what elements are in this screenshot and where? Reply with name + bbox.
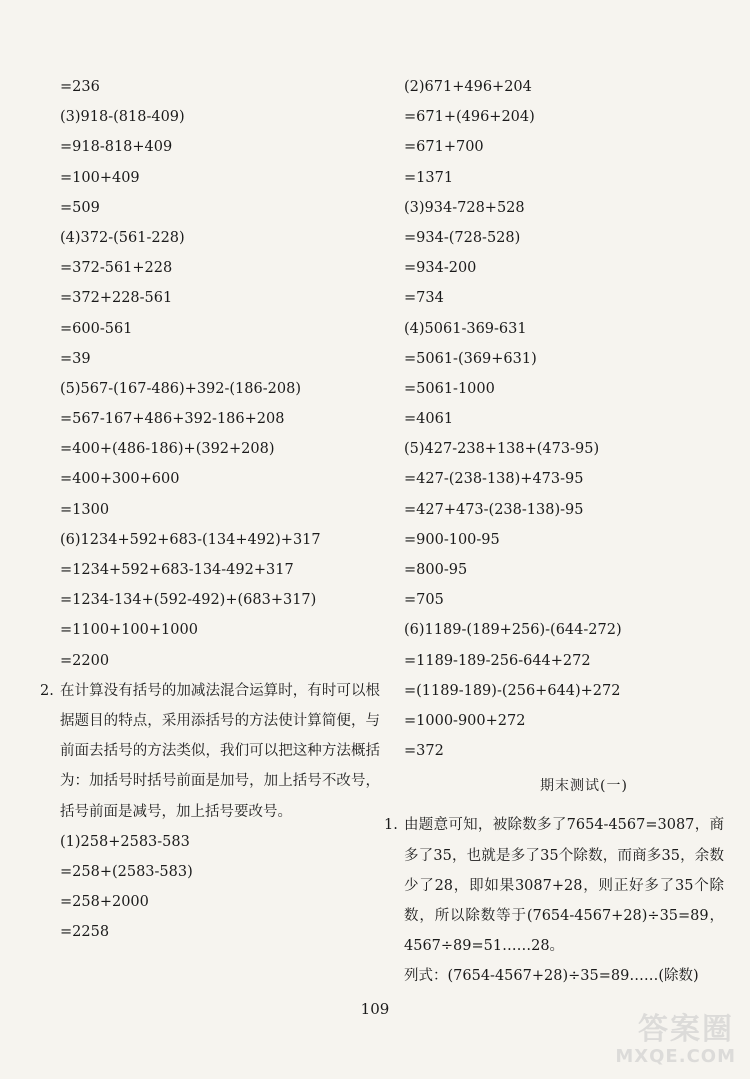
- math-line: =2258: [60, 924, 110, 941]
- math-line: =236: [60, 79, 100, 95]
- math-line: =1300: [60, 501, 110, 518]
- watermark-logo: [594, 1004, 744, 1074]
- math-line: =400+300+600: [60, 471, 180, 488]
- section-heading: 期末测试(一): [540, 778, 628, 795]
- math-line: (3)918-(818-409): [60, 109, 185, 126]
- math-line: =918-818+409: [60, 139, 173, 156]
- math-line: =372-561+228: [60, 260, 173, 277]
- math-line: (6)1189-(189+256)-(644-272): [404, 622, 622, 639]
- paragraph-number: 1.: [384, 817, 398, 834]
- left-column: [40, 72, 380, 948]
- math-line: =934-200: [404, 260, 477, 277]
- math-line: =4061: [404, 411, 454, 428]
- math-line: (3)934-728+528: [404, 199, 525, 216]
- left-lines-group-2: [60, 827, 380, 948]
- math-line: =(1189-189)-(256+644)+272: [404, 682, 621, 699]
- right-column: [384, 72, 724, 992]
- math-line: =39: [60, 350, 91, 367]
- math-line: =1100+100+1000: [60, 622, 198, 639]
- math-line: (4)372-(561-228): [60, 229, 185, 246]
- watermark-text: 答案圈: [638, 1012, 734, 1047]
- math-line: =1189-189-256-644+272: [404, 652, 591, 669]
- math-line: =100+409: [60, 169, 140, 186]
- math-line: =400+(486-186)+(392+208): [60, 441, 275, 458]
- math-line: =934-(728-528): [404, 229, 521, 246]
- math-line: =1371: [404, 169, 454, 186]
- math-line: =509: [60, 199, 100, 216]
- math-line: =5061-(369+631): [404, 350, 537, 367]
- formula-line: 列式：(7654-4567+28)÷35=89……(除数): [404, 968, 699, 985]
- math-line: (1)258+2583-583: [60, 833, 190, 850]
- math-line: =671+(496+204): [404, 109, 535, 126]
- math-line: =372+228-561: [60, 290, 173, 307]
- math-line: =734: [404, 290, 444, 307]
- paragraph-text: 由题意可知，被除数多了7654-4567=3087，商多了35，也就是多了35个除数，而商多35，余数少了28，即如果3087+28，则正好多了35个除数，所以除数等于(7654-4567+28)÷35=89，4567÷89=51……28。: [404, 817, 724, 955]
- math-line: (5)427-238+138+(473-95): [404, 441, 600, 458]
- math-line: =1000-900+272: [404, 712, 526, 729]
- math-line: =2200: [60, 652, 110, 669]
- math-line: =5061-1000: [404, 380, 495, 397]
- math-line: =705: [404, 592, 444, 609]
- math-line: =1234-134+(592-492)+(683+317): [60, 592, 317, 609]
- right-lines-group: [404, 72, 724, 766]
- math-line: (6)1234+592+683-(134+492)+317: [60, 531, 321, 548]
- math-line: =427-(238-138)+473-95: [404, 471, 584, 488]
- math-line: (5)567-(167-486)+392-(186-208): [60, 380, 301, 397]
- math-line: =1234+592+683-134-492+317: [60, 562, 294, 578]
- math-line: =600-561: [60, 320, 133, 337]
- paragraph-number: 2.: [40, 682, 54, 699]
- math-line: =258+2000: [60, 894, 149, 911]
- math-line: =800-95: [404, 562, 468, 578]
- math-line: (4)5061-369-631: [404, 320, 527, 337]
- math-line: =671+700: [404, 139, 484, 156]
- math-line: =567-167+486+392-186+208: [60, 411, 285, 428]
- page-number: 109: [360, 1000, 390, 1018]
- paragraph-text: 在计算没有括号的加减法混合运算时，有时可以根据题目的特点，采用添括号的方法使计算简便，与前面去括号的方法类似，我们可以把这种方法概括为：加括号时括号前面是加号，加上括号不改号，括号前面是减号，加上括号要改号。: [60, 682, 380, 820]
- watermark-url: MXQE.COM: [615, 1046, 736, 1067]
- math-line: =258+(2583-583): [60, 863, 193, 880]
- math-line: =372: [404, 743, 444, 760]
- answer-paragraph-1: [384, 810, 724, 961]
- math-line: =900-100-95: [404, 531, 500, 548]
- left-lines-group: [60, 72, 380, 676]
- math-line: =427+473-(238-138)-95: [404, 501, 584, 518]
- note-paragraph-2: [40, 676, 380, 827]
- math-line: (2)671+496+204: [404, 79, 532, 95]
